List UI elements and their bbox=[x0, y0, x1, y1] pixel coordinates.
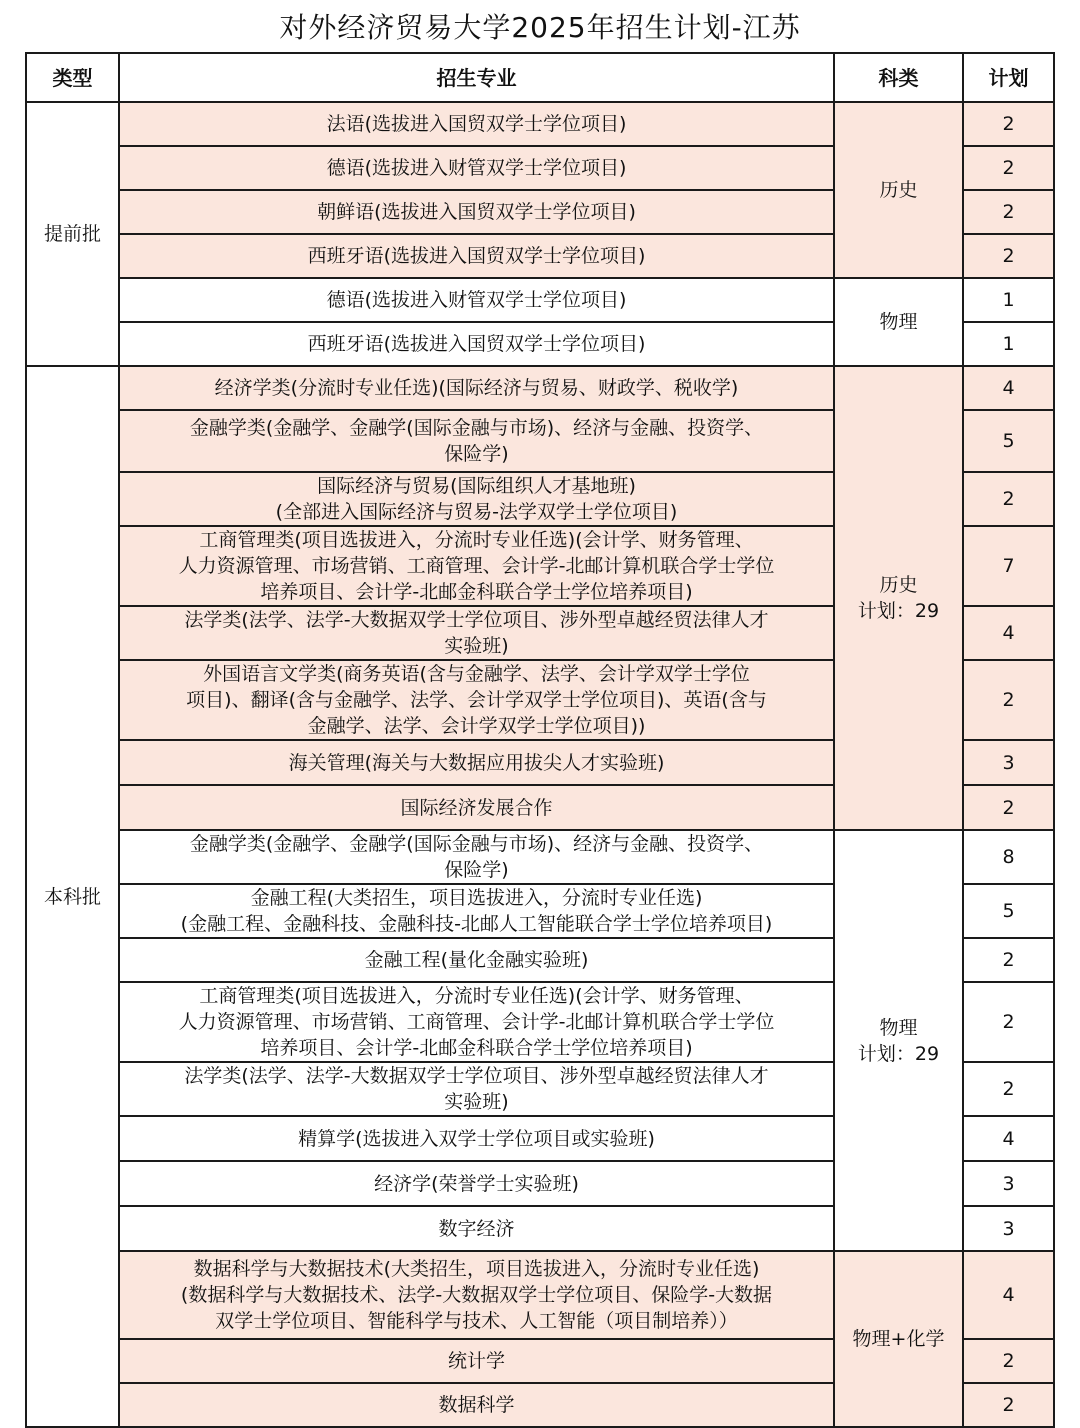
category-cell bbox=[834, 102, 963, 278]
category-cell bbox=[834, 1251, 963, 1427]
major-line: 德语(选拔进入财管双学士学位项目) bbox=[326, 157, 627, 179]
major-line: 实验班) bbox=[444, 635, 509, 657]
category-cell bbox=[834, 366, 963, 830]
major-line: 培养项目、会计学-北邮金科联合学士学位培养项目) bbox=[260, 1037, 693, 1059]
category-cell bbox=[834, 830, 963, 1251]
major-line: 外国语言文学类(商务英语(含与金融学、法学、会计学双学士学位 bbox=[203, 663, 750, 685]
table-row bbox=[26, 366, 1054, 410]
major-cell bbox=[119, 606, 834, 660]
major-line: 实验班) bbox=[444, 1091, 509, 1113]
major-cell bbox=[119, 234, 834, 278]
plan-cell: 3 bbox=[963, 1161, 1054, 1206]
page-title: 对外经济贸易大学2025年招生计划-江苏 bbox=[279, 11, 801, 44]
plan-cell: 2 bbox=[963, 785, 1054, 830]
major-cell bbox=[119, 366, 834, 410]
major-line: 精算学(选拔进入双学士学位项目或实验班) bbox=[298, 1127, 655, 1150]
plan-cell: 2 bbox=[963, 472, 1054, 526]
major-line: 法语(选拔进入国贸双学士学位项目) bbox=[326, 113, 627, 135]
header-category: 科类 bbox=[834, 53, 963, 102]
category-line: 计划：29 bbox=[857, 1042, 940, 1065]
major-cell bbox=[119, 1383, 834, 1427]
major-cell bbox=[119, 146, 834, 190]
category-line: 历史 bbox=[879, 574, 918, 596]
plan-cell: 4 bbox=[963, 606, 1054, 660]
category-line: 物理 bbox=[879, 311, 918, 333]
major-cell bbox=[119, 830, 834, 884]
major-line: 西班牙语(选拔进入国贸双学士学位项目) bbox=[307, 333, 646, 355]
table-row bbox=[26, 830, 1054, 884]
plan-cell: 2 bbox=[963, 1062, 1054, 1116]
plan-cell: 5 bbox=[963, 410, 1054, 472]
major-line: 数据科学 bbox=[438, 1394, 515, 1416]
major-cell bbox=[119, 472, 834, 526]
category-line: 计划：29 bbox=[857, 600, 940, 622]
major-line: (数据科学与大数据技术、法学-大数据双学士学位项目、保险学-大数据 bbox=[180, 1284, 773, 1306]
major-line: 数字经济 bbox=[438, 1217, 515, 1240]
major-line: 保险学) bbox=[444, 443, 509, 465]
plan-cell: 2 bbox=[963, 102, 1054, 146]
major-line: (金融工程、金融科技、金融科技-北邮人工智能联合学士学位培养项目) bbox=[180, 913, 773, 935]
plan-cell: 2 bbox=[963, 938, 1054, 982]
category-line: 物理+化学 bbox=[852, 1328, 945, 1350]
plan-cell: 1 bbox=[963, 322, 1054, 366]
plan-cell: 2 bbox=[963, 982, 1054, 1062]
plan-cell: 2 bbox=[963, 660, 1054, 740]
major-line: 德语(选拔进入财管双学士学位项目) bbox=[326, 289, 627, 311]
major-line: 金融工程(大类招生，项目选拔进入，分流时专业任选) bbox=[250, 887, 703, 909]
admission-plan-table bbox=[25, 52, 1055, 1428]
major-cell bbox=[119, 982, 834, 1062]
major-cell bbox=[119, 526, 834, 606]
major-cell bbox=[119, 278, 834, 322]
category-line: 历史 bbox=[879, 179, 918, 201]
header-type: 类型 bbox=[26, 53, 119, 102]
major-cell bbox=[119, 938, 834, 982]
plan-cell: 3 bbox=[963, 1206, 1054, 1251]
major-line: 法学类(法学、法学-大数据双学士学位项目、涉外型卓越经贸法律人才 bbox=[184, 1065, 769, 1087]
major-cell bbox=[119, 410, 834, 472]
major-line: 西班牙语(选拔进入国贸双学士学位项目) bbox=[307, 245, 646, 267]
major-line: 双学士学位项目、智能科学与技术、人工智能（项目制培养）） bbox=[215, 1310, 738, 1332]
major-line: 经济学(荣誉学士实验班) bbox=[374, 1172, 579, 1195]
major-line: 金融工程(量化金融实验班) bbox=[364, 949, 589, 971]
header-plan: 计划 bbox=[963, 53, 1054, 102]
major-line: 国际经济发展合作 bbox=[400, 796, 553, 819]
plan-cell: 8 bbox=[963, 830, 1054, 884]
header-row bbox=[26, 53, 1054, 102]
plan-cell: 2 bbox=[963, 1383, 1054, 1427]
major-cell bbox=[119, 1161, 834, 1206]
major-cell bbox=[119, 1116, 834, 1161]
major-line: 金融学、法学、会计学双学士学位项目)) bbox=[307, 715, 646, 737]
major-cell bbox=[119, 660, 834, 740]
major-line: 经济学类(分流时专业任选)(国际经济与贸易、财政学、税收学) bbox=[214, 377, 739, 399]
major-line: 国际经济与贸易(国际组织人才基地班) bbox=[317, 475, 636, 497]
major-cell bbox=[119, 322, 834, 366]
table-row bbox=[26, 1251, 1054, 1339]
major-line: 人力资源管理、市场营销、工商管理、会计学-北邮计算机联合学士学位 bbox=[178, 555, 775, 577]
major-line: 工商管理类(项目选拔进入，分流时专业任选)(会计学、财务管理、 bbox=[199, 985, 754, 1007]
major-line: 法学类(法学、法学-大数据双学士学位项目、涉外型卓越经贸法律人才 bbox=[184, 609, 769, 631]
major-line: 海关管理(海关与大数据应用拔尖人才实验班) bbox=[288, 751, 665, 774]
major-line: 项目)、翻译(含与金融学、法学、会计学双学士学位项目)、英语(含与 bbox=[186, 689, 767, 711]
header-major: 招生专业 bbox=[119, 53, 834, 102]
major-cell bbox=[119, 884, 834, 938]
major-cell bbox=[119, 740, 834, 785]
major-line: (全部进入国际经济与贸易-法学双学士学位项目) bbox=[275, 501, 678, 523]
plan-cell: 2 bbox=[963, 146, 1054, 190]
major-cell bbox=[119, 102, 834, 146]
plan-cell: 4 bbox=[963, 1251, 1054, 1339]
major-cell bbox=[119, 1339, 834, 1383]
table-row bbox=[26, 278, 1054, 322]
major-line: 金融学类(金融学、金融学(国际金融与市场)、经济与金融、投资学、 bbox=[189, 833, 764, 855]
major-line: 人力资源管理、市场营销、工商管理、会计学-北邮计算机联合学士学位 bbox=[178, 1011, 775, 1033]
plan-cell: 2 bbox=[963, 190, 1054, 234]
table-row bbox=[26, 102, 1054, 146]
major-line: 统计学 bbox=[447, 1350, 505, 1372]
major-line: 工商管理类(项目选拔进入，分流时专业任选)(会计学、财务管理、 bbox=[199, 529, 754, 551]
plan-cell: 1 bbox=[963, 278, 1054, 322]
plan-cell: 2 bbox=[963, 234, 1054, 278]
plan-cell: 4 bbox=[963, 366, 1054, 410]
major-line: 金融学类(金融学、金融学(国际金融与市场)、经济与金融、投资学、 bbox=[189, 417, 764, 439]
plan-cell: 7 bbox=[963, 526, 1054, 606]
major-line: 数据科学与大数据技术(大类招生，项目选拔进入，分流时专业任选) bbox=[193, 1258, 760, 1280]
major-cell bbox=[119, 1206, 834, 1251]
type-cell: 提前批 bbox=[26, 102, 119, 366]
major-line: 保险学) bbox=[444, 859, 509, 881]
plan-cell: 4 bbox=[963, 1116, 1054, 1161]
major-cell bbox=[119, 785, 834, 830]
plan-cell: 5 bbox=[963, 884, 1054, 938]
category-cell bbox=[834, 278, 963, 366]
major-line: 培养项目、会计学-北邮金科联合学士学位培养项目) bbox=[260, 581, 693, 603]
major-cell bbox=[119, 1251, 834, 1339]
major-cell bbox=[119, 1062, 834, 1116]
type-cell: 本科批 bbox=[26, 366, 119, 1427]
plan-cell: 2 bbox=[963, 1339, 1054, 1383]
plan-cell: 3 bbox=[963, 740, 1054, 785]
major-line: 朝鲜语(选拔进入国贸双学士学位项目) bbox=[317, 201, 636, 223]
major-cell bbox=[119, 190, 834, 234]
category-line: 物理 bbox=[879, 1016, 918, 1039]
